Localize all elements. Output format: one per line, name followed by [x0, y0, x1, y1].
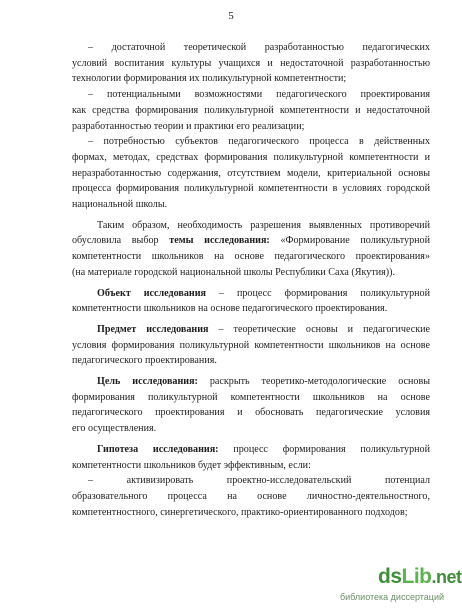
- hypothesis-heading: Гипотеза исследования:: [97, 443, 219, 455]
- text-run: – теоретические основы и педагогические: [208, 323, 430, 335]
- dslib-watermark: [339, 565, 462, 605]
- text-line: компетентности школьников на основе педагогического проектирования.: [72, 303, 388, 315]
- text-line: условия формирования поликультурной компетентности школьников на основе: [72, 339, 430, 351]
- text-line: разработанностью теории и практики его реализации;: [72, 120, 305, 132]
- text-line: компетентности школьников на основе педагогического проектирования»: [72, 251, 430, 263]
- text-line: педагогического проектирования.: [72, 355, 217, 367]
- text-line: [72, 233, 430, 249]
- text-line: Таким образом, необходимость разрешения выявленных противоречий: [97, 219, 430, 231]
- text-line: его осуществления.: [72, 423, 157, 435]
- text-line: образовательного процесса на основе личностно-деятельностного,: [72, 490, 430, 502]
- text-line: технологии формирования их поликультурной компетентности;: [72, 73, 347, 85]
- logo-net: .net: [431, 567, 462, 587]
- text-line: (на материале городской национальной школы Республики Саха (Якутия)).: [72, 266, 395, 278]
- text-run: обусловила выбор: [72, 235, 170, 247]
- text-line: – активизировать проектно-исследовательский потенциал: [88, 475, 430, 487]
- text-run: процесс формирования поликультурной: [218, 443, 430, 455]
- document-body: [72, 40, 430, 520]
- goal-heading: Цель исследования:: [97, 376, 198, 388]
- text-line: неразработанностью содержания, отсутствием модели, критериальной основы: [72, 167, 430, 179]
- topic-heading: темы исследования:: [169, 235, 270, 247]
- text-line: – достаточной теоретической разработанностью педагогических: [88, 42, 430, 53]
- subject-heading: Предмет исследования: [97, 323, 209, 335]
- text-line: компетентностного, синергетического, практико-ориентированного подходов;: [72, 506, 408, 518]
- text-run: – процесс формирования поликультурной: [206, 287, 431, 299]
- text-line: процесса формирования поликультурной компетентности в условиях городской: [72, 183, 430, 195]
- text-line: [72, 322, 430, 338]
- text-line: педагогического проектирования и обосновать педагогические условия: [72, 407, 430, 419]
- text-line: [72, 286, 430, 302]
- text-line: – потенциальными возможностями педагогического проектирования: [88, 89, 430, 101]
- watermark-subtitle: библиотека диссертаций: [339, 592, 444, 602]
- text-line: как средства формирования поликультурной компетентности и недостаточной: [72, 104, 430, 116]
- text-run: «Формирование поликультурной: [269, 235, 430, 247]
- text-line: формах, методах, средствах формирования поликультурной компетентности и: [72, 151, 430, 163]
- dslib-logo: [378, 565, 462, 589]
- text-line: – потребностью субъектов педагогического процесса в действенных: [88, 136, 430, 148]
- text-line: компетентности школьников будет эффективным, если:: [72, 459, 311, 471]
- text-line: формирования поликультурной компетентности школьников на основе: [72, 391, 430, 403]
- logo-ds: ds: [378, 565, 402, 588]
- page-number: 5: [228, 10, 234, 22]
- text-line: национальной школы.: [72, 199, 168, 211]
- text-line: [72, 442, 430, 458]
- object-heading: Объект исследования: [97, 287, 207, 299]
- logo-lib: Lib: [401, 565, 432, 588]
- text-line: [72, 374, 430, 390]
- text-line: условий воспитания культуры учащихся и недостаточной разработанностью: [72, 57, 430, 69]
- text-run: раскрыть теоретико-методологические основы: [197, 376, 431, 388]
